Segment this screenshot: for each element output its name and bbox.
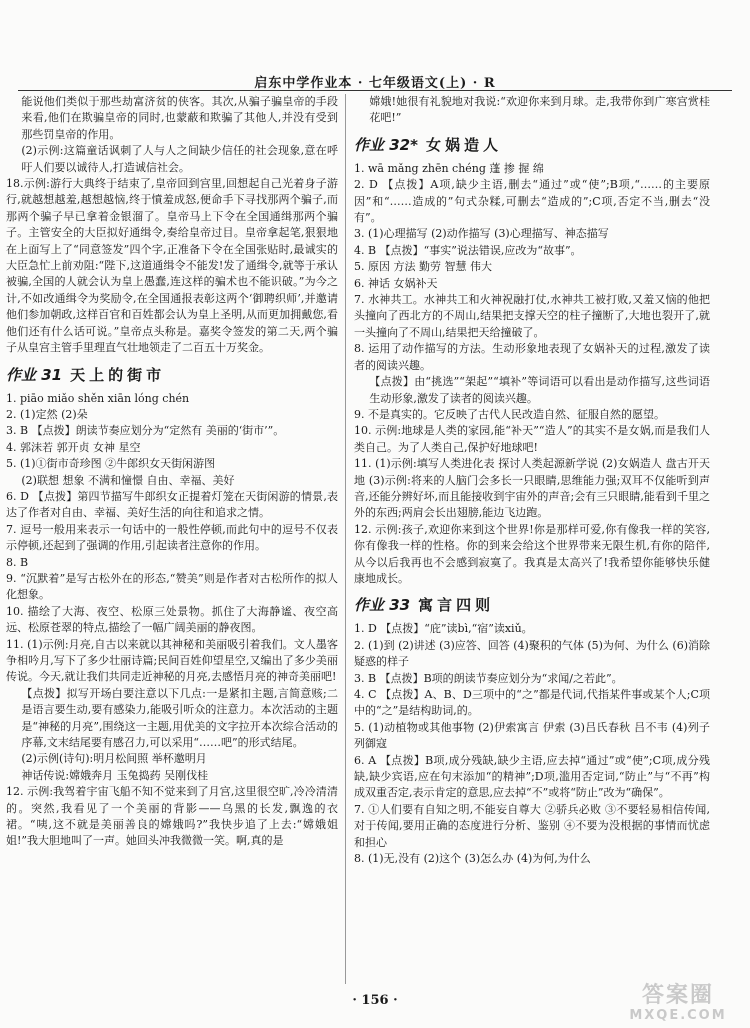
answer-paragraph: 4. 郭沫若 郭开贞 女神 星空 bbox=[6, 440, 141, 454]
answer-paragraph: 1. wā mǎng zhēn chéng 蓬 掺 握 绵 bbox=[354, 161, 544, 175]
left-top-paragraphs bbox=[6, 94, 338, 357]
section-title: 女娲造人 bbox=[425, 135, 502, 154]
column-divider bbox=[345, 94, 346, 984]
answer-paragraph: 能说他们类似于那些劫富济贫的侠客。其次,从骗子骗皇帝的手段来看,他们在欺骗皇帝的同时,也蒙蔽和欺骗了其他人,并没有受到那些罚皇帝的作用。 bbox=[21, 95, 338, 141]
answer-paragraph: 5. (1)①街市奇珍图 ②牛郎织女天街闲游图 bbox=[6, 457, 216, 471]
answer-paragraph: 2. (1)定然 (2)朵 bbox=[6, 407, 88, 421]
section-33-answers bbox=[354, 621, 710, 867]
answer-paragraph: 12. 示例:我驾着宇宙飞船不知不觉来到了月宫,这里很空旷,冷冷清清的。突然,我看见了一个美丽的背影——乌黑的长发,飘逸的衣裙。“咦,这不就是美丽善良的嫦娥吗?”我快步追了上去:“嫦娥姐姐!”我大胆地叫了一声。她回头冲我微微一笑。啊,真的是 bbox=[6, 785, 338, 848]
answer-paragraph: (2)联想 想象 不满和憧憬 自由、幸福、美好 bbox=[21, 473, 235, 487]
left-column bbox=[6, 94, 338, 992]
watermark-logo bbox=[614, 984, 742, 1026]
section-number: 作业 33 bbox=[354, 596, 411, 615]
answer-paragraph: 6. A 【点拨】B项,成分残缺,缺少主语,应去掉“通过”或“使”;C项,成分残缺,缺少宾语,应在句末添加“的精神”;D项,滥用否定词,“防止”与“不再”构成双重否定,表示肯定的意思,应去掉“不”或将“防止”改为“确保”。 bbox=[354, 753, 710, 800]
section-heading-32 bbox=[354, 135, 710, 155]
section-number: 作业 31 bbox=[6, 365, 63, 384]
section-number: 作业 32* bbox=[354, 135, 418, 154]
answer-paragraph: 8. (1)无,没有 (2)这个 (3)怎么办 (4)为何,为什么 bbox=[354, 852, 591, 866]
answer-paragraph: 4. C 【点拨】A、B、D三项中的“之”都是代词,代指某件事或某个人;C项中的“之”是结构助词,的。 bbox=[354, 688, 710, 718]
answer-paragraph: (2)示例:这篇童话讽刺了人与人之间缺少信任的社会现象,意在呼吁人们要以诚待人,打造诚信社会。 bbox=[21, 144, 338, 174]
answer-paragraph: 9. 不是真实的。它反映了古代人民改造自然、征服自然的愿望。 bbox=[354, 407, 665, 421]
answer-paragraph: 5. (1)动植物或其他事物 (2)伊索寓言 伊索 (3)吕氏春秋 吕不韦 (4)列子 列御寇 bbox=[354, 720, 710, 751]
section-title: 天上的街市 bbox=[70, 365, 166, 384]
answer-paragraph: 10. 描绘了大海、夜空、松原三处景物。抓住了大海静谧、夜空高远、松原苍翠的特点,描绘了一幅广阔美丽的静夜图。 bbox=[6, 604, 338, 635]
answer-paragraph: (2)示例(诗句):明月松间照 举杯邀明月 bbox=[21, 752, 207, 766]
section-31-answers bbox=[6, 391, 338, 850]
answer-paragraph: 1. D 【点拨】“庇”读bì,“宿”读xiǔ。 bbox=[354, 622, 533, 636]
answer-paragraph: 12. 示例:孩子,欢迎你来到这个世界!你是那样可爱,你有像我一样的笑容,你有像我一样的性格。你的到来会给这个世界带来无限生机,有你的陪伴,从今以后我再也不会感到寂寞了。我真是太高兴了!我希望你能够快乐健康地成长。 bbox=[354, 522, 710, 585]
answer-paragraph: 8. 运用了动作描写的方法。生动形象地表现了女娲补天的过程,激发了读者的阅读兴趣。 bbox=[354, 342, 710, 372]
answer-paragraph: 嫦娥!她很有礼貌地对我说:“欢迎你来到月球。走,我带你到广寒宫赏桂花吧!” bbox=[369, 95, 710, 125]
answer-paragraph: 3. B 【点拨】朗读节奏应划分为“定然有 美丽的‘街市’”。 bbox=[6, 424, 285, 438]
answer-paragraph: 2. D 【点拨】A项,缺少主语,删去“通过”或“使”;B项,“……的主要原因”和“……造成的”句式杂糅,可删去“造成的”;C项,否定不当,删去“没有”。 bbox=[354, 178, 710, 225]
answer-paragraph: 6. 神话 女娲补天 bbox=[354, 276, 438, 290]
answer-paragraph: 7. ①人们要有自知之明,不能妄自尊大 ②骄兵必败 ③不要轻易相信传闻,对于传闻,要用正确的态度进行分析、鉴别 ④不要为没根据的事情而忧虑和担心 bbox=[354, 802, 710, 849]
running-header: 启东中学作业本 · 七年级语文(上) · R bbox=[254, 76, 496, 91]
answer-paragraph: 2. (1)到 (2)讲述 (3)应答、回答 (4)聚积的气体 (5)为何、为什么 (6)消除疑惑的样子 bbox=[354, 638, 710, 669]
page-number: · 156 · bbox=[352, 993, 398, 1008]
section-heading-31 bbox=[6, 365, 338, 385]
answer-paragraph: 5. 原因 方法 勤劳 智慧 伟大 bbox=[354, 260, 492, 274]
answer-paragraph: 【点拨】由“挑选”“架起”“填补”等词语可以看出是动作描写,这些词语生动形象,激发了读者的阅读兴趣。 bbox=[369, 375, 710, 405]
section-title: 寓言四则 bbox=[418, 596, 495, 615]
header-rule bbox=[18, 90, 732, 91]
answer-paragraph: 11. (1)示例:填写人类进化表 探讨人类起源新学说 (2)女娲造人 盘古开天地 (3)示例:将来的人脑门会多长一只眼睛,思维能力强;双耳不仅能听到声音,还能分辨好坏,而且能接收到宇宙外的声音;会有三只眼睛,能看到千里之外的东西;两肩会长出翅膀,能边飞边跑。 bbox=[354, 457, 710, 520]
watermark-url: MXQE.COM bbox=[629, 1008, 727, 1023]
watermark-text: 答案圈 bbox=[641, 983, 714, 1008]
answer-paragraph: 18.示例:游行大典终于结束了,皇帝回到宫里,回想起自己光着身子游行,就越想越羞,越想越恼,终于憤羞成怒,便命手下寻找那两个骗子,而那两个骗子早已拿着金银溜了。皇帝马上下令在全国通缉那两个骗子。主管安全的大臣拟好通缉令,奏给皇帝过目。皇帝拿起笔,狠狠地在上面写上了“同意签发”四个字,正准备下令在全国张贴时,最诚实的大臣急忙上前劝阻:“陛下,这道通缉令不能发!发了通缉令,就等于承认被骗,全国的人就会认为皇上愚蠢,连这样的骗术也不能识破。”为今之计,不如改通缉令为奖励令,在全国通报表彰这两个‘御聘织师’,并邀请他们参加朝政,这样百官和百姓都会认为皇上圣明,从而更加拥戴您,看他们还有什么话可说。”皇帝点头称是。嘉奖令签发的第二天,两个骗子从皇宫主管手里理直气壮地领走了二百五十万奖金。 bbox=[6, 177, 338, 355]
answer-paragraph: 神话传说:嫦娥奔月 玉兔捣药 吴刚伐桂 bbox=[21, 768, 209, 782]
answer-paragraph: 10. 示例:地球是人类的家园,能“补天”“造人”的其实不是女娲,而是我们人类自己。为了人类自己,保护好地球吧! bbox=[354, 424, 710, 454]
answer-paragraph: 3. B 【点拨】B项的朗读节奏应划分为“求闻/之若此”。 bbox=[354, 671, 623, 685]
answer-paragraph: 9. “沉默着”是写古松外在的形态,“赞美”则是作者对古松所作的拟人化想象。 bbox=[6, 571, 338, 602]
answer-paragraph: 11. (1)示例:月亮,自古以来就以其神秘和美丽吸引着我们。文人墨客争相吟月,写下了多少壮丽诗篇;民间百姓仰望星空,又编出了多少美丽传说。今天,就让我们共同走近神秘的月亮,去感悟月亮的神奇美丽吧! bbox=[6, 637, 338, 684]
answer-paragraph: 6. D 【点拨】第四节描写牛郎织女正提着灯笼在天街闲游的情景,表达了作者对自由、幸福、美好生活的向往和追求之情。 bbox=[6, 489, 338, 520]
answer-paragraph: 4. B 【点拨】“事实”说法错误,应改为“故事”。 bbox=[354, 243, 582, 257]
answer-paragraph: 3. (1)心理描写 (2)动作描写 (3)心理描写、神态描写 bbox=[354, 227, 609, 241]
answer-paragraph: 8. B bbox=[6, 555, 29, 569]
answer-paragraph: 【点拨】拟写开场白要注意以下几点:一是紧扣主题,言简意赅;二是语言要生动,要有感染力,能吸引听众的注意力。本次活动的主题是“神秘的月亮”,围绕这一主题,用优美的文字拉开本次综合活动的序幕,文末结尾要有感召力,可以采用“……吧”的形式结尾。 bbox=[21, 686, 338, 750]
section-32-answers bbox=[354, 161, 710, 588]
answer-paragraph: 7. 水神共工。水神共工和火神祝融打仗,水神共工被打败,又羞又恼的他把头撞向了西北方的不周山,结果把支撑天空的柱子撞断了,大地也裂开了,就一头撞向了不周山,结果把天给撞破了。 bbox=[354, 293, 710, 339]
section-heading-33 bbox=[354, 595, 710, 615]
right-column bbox=[354, 94, 710, 992]
answer-paragraph: 7. 逗号一般用来表示一句话中的一般性停顿,而此句中的逗号不仅表示停顿,还起到了强调的作用,引起读者注意你的作用。 bbox=[6, 522, 338, 553]
right-top-paragraphs bbox=[354, 94, 710, 127]
answer-paragraph: 1. piāo miǎo shěn xiān lóng chén bbox=[6, 391, 190, 405]
